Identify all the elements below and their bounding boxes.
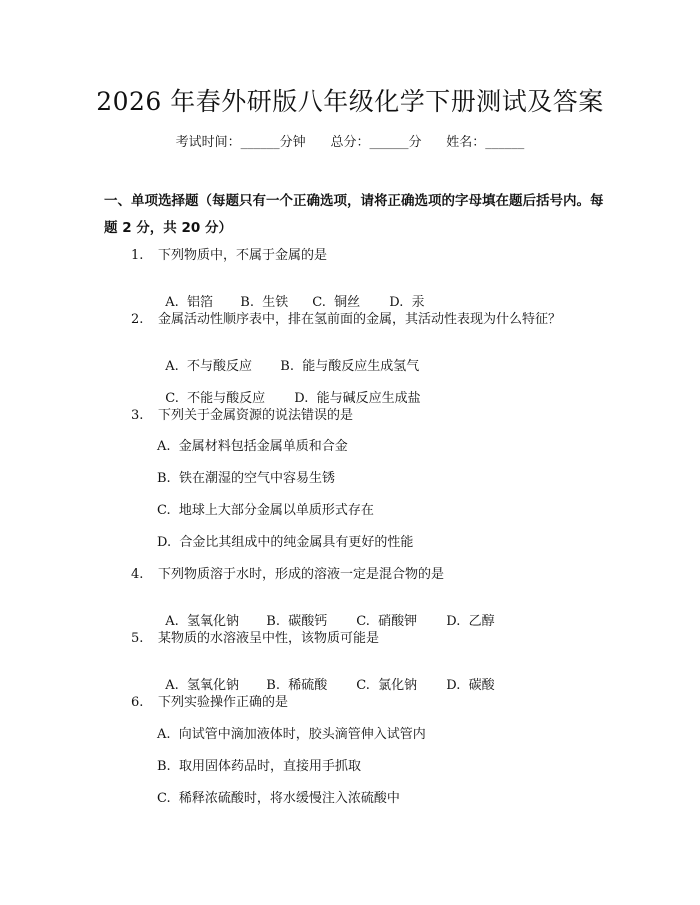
- section-heading: 一、单项选择题（每题只有一个正确选项，请将正确选项的字母填在题后括号内。每题 2 分，共 20 分）: [104, 193, 604, 236]
- option-d: D. 能与碱反应生成盐: [294, 391, 421, 406]
- question-text: 金属活动性顺序表中，排在氢前面的金属，其活动性表现为什么特征？: [158, 312, 562, 327]
- question-number: 2.: [131, 312, 144, 327]
- question-number: 6.: [131, 695, 144, 710]
- option-a: A. 不与酸反应: [165, 359, 253, 374]
- question-1: [131, 244, 327, 263]
- question-4: [131, 563, 444, 582]
- option-c: C. 稀释浓硫酸时，将水缓慢注入浓硫酸中: [157, 791, 400, 806]
- question-number: 1.: [131, 248, 144, 263]
- option-a: A. 铝箔: [165, 295, 214, 310]
- question-2-options-row1: [157, 340, 419, 374]
- question-number: 3.: [131, 408, 144, 423]
- student-name: 姓名：______: [446, 135, 525, 150]
- question-2: [131, 308, 561, 327]
- option-b: B. 生铁: [240, 295, 289, 310]
- question-text: 下列物质溶于水时，形成的溶液一定是混合物的是: [158, 567, 445, 582]
- option-d: D. 乙醇: [446, 614, 495, 629]
- exam-time: 考试时间：______分钟: [175, 135, 306, 150]
- option-d: D. 汞: [389, 295, 425, 310]
- question-text: 下列关于金属资源的说法错误的是: [158, 408, 354, 423]
- total-score: 总分：______分: [330, 135, 422, 150]
- question-text: 下列实验操作正确的是: [158, 695, 289, 710]
- option-b: B. 能与酸反应生成氢气: [280, 359, 420, 374]
- question-6: [131, 691, 288, 710]
- question-3: [131, 404, 353, 423]
- question-number: 4.: [131, 567, 144, 582]
- page-title: 2026 年春外研版八年级化学下册测试及答案: [96, 87, 604, 116]
- option-c: C. 不能与酸反应: [165, 391, 266, 406]
- question-text: 下列物质中，不属于金属的是: [158, 248, 328, 263]
- option-c: C. 氯化钠: [356, 678, 418, 693]
- option-b: B. 碳酸钙: [266, 614, 328, 629]
- option-c: C. 硝酸钾: [356, 614, 418, 629]
- question-text: 某物质的水溶液呈中性，该物质可能是: [158, 631, 380, 646]
- option-d: D. 碳酸: [446, 678, 495, 693]
- question-5: [131, 627, 379, 646]
- option-a: A. 金属材料包括金属单质和合金: [157, 439, 348, 454]
- question-1-options: [157, 276, 425, 310]
- question-number: 5.: [131, 631, 144, 646]
- option-b: B. 铁在潮湿的空气中容易生锈: [157, 471, 335, 486]
- exam-info: [0, 131, 700, 150]
- option-a: A. 向试管中滴加液体时，胶头滴管伸入试管内: [157, 727, 426, 742]
- option-c: C. 地球上大部分金属以单质形式存在: [157, 503, 374, 518]
- option-b: B. 稀硫酸: [266, 678, 328, 693]
- question-4-options: [157, 595, 495, 629]
- option-c: C. 铜丝: [312, 295, 361, 310]
- option-a: A. 氢氧化钠: [165, 614, 240, 629]
- option-a: A. 氢氧化钠: [165, 678, 240, 693]
- option-d: D. 合金比其组成中的纯金属具有更好的性能: [157, 535, 414, 550]
- question-2-options-row2: [157, 372, 421, 406]
- question-5-options: [157, 659, 495, 693]
- option-b: B. 取用固体药品时，直接用手抓取: [157, 759, 361, 774]
